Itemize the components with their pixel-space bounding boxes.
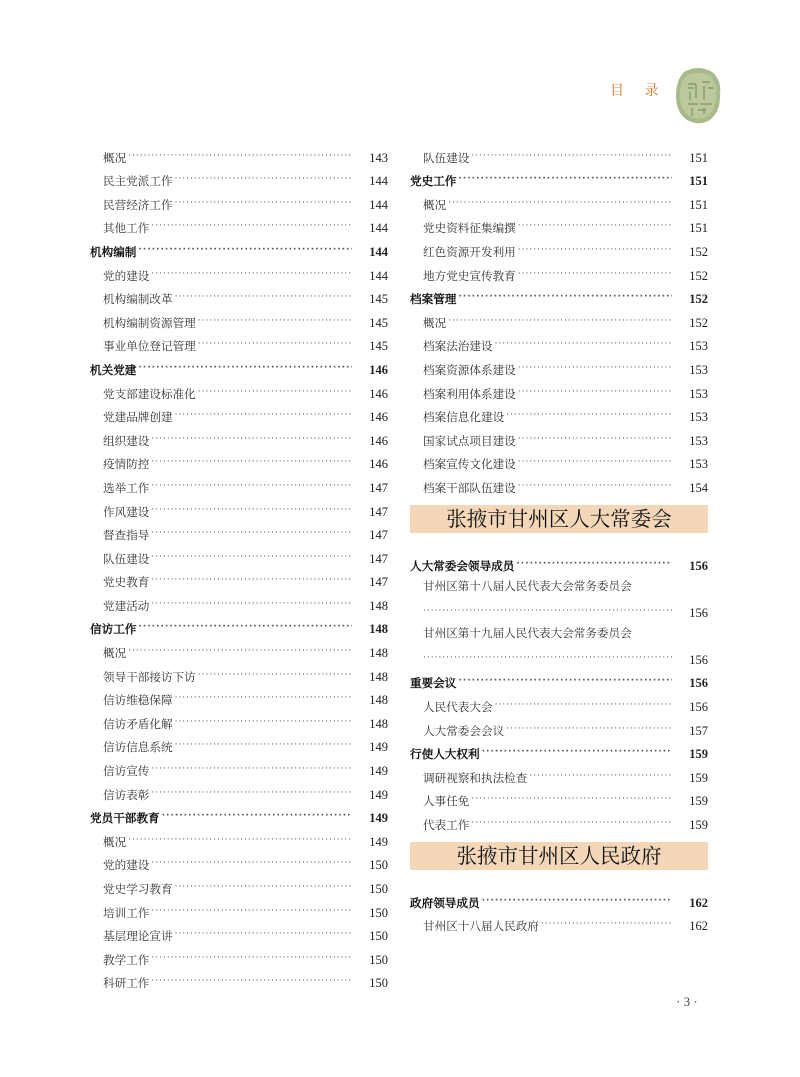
toc-entry-page: 156	[689, 605, 708, 620]
dot-leader	[529, 769, 672, 783]
dot-leader	[151, 951, 352, 965]
toc-entry-page: 153	[689, 457, 708, 472]
toc-entry[interactable]	[90, 707, 388, 731]
toc-entry[interactable]	[90, 424, 388, 448]
dot-leader	[151, 762, 352, 776]
toc-entry-title: 机构编制改革	[103, 292, 173, 307]
dot-leader	[506, 408, 672, 422]
toc-entry-title: 代表工作	[423, 818, 470, 833]
toc-entry-page: 159	[689, 818, 708, 833]
toc-entry-title: 档案资源体系建设	[423, 362, 516, 377]
toc-entry-page: 153	[689, 410, 708, 425]
dot-leader	[151, 503, 352, 517]
dot-leader	[151, 550, 352, 564]
toc-entry-title: 重要会议	[410, 676, 457, 691]
toc-entry-title: 人事任免	[423, 794, 470, 809]
toc-entry[interactable]	[90, 283, 388, 307]
toc-entry-page: 143	[369, 150, 388, 165]
toc-entry[interactable]	[410, 714, 708, 738]
toc-entry-title: 人大常委会领导成员	[410, 558, 515, 573]
dot-leader	[482, 894, 672, 908]
toc-entry-page: 148	[369, 646, 388, 661]
toc-entry[interactable]	[410, 259, 708, 283]
dot-leader	[175, 927, 352, 941]
toc-entry[interactable]	[90, 731, 388, 755]
toc-entry-page: 146	[369, 410, 388, 425]
toc-entry[interactable]	[410, 377, 708, 401]
toc-entry-page: 148	[369, 693, 388, 708]
toc-entry-title: 档案干部队伍建设	[423, 480, 516, 495]
toc-entry[interactable]	[410, 235, 708, 259]
dot-leader	[175, 738, 352, 752]
toc-entry-page: 150	[369, 858, 388, 873]
dot-leader	[128, 833, 352, 847]
toc-entry-title: 党的建设	[103, 858, 150, 873]
dot-leader	[151, 904, 352, 918]
toc-entry-page: 147	[369, 480, 388, 495]
dot-leader	[175, 290, 352, 304]
toc-entry-title: 概况	[423, 197, 447, 212]
toc-entry-page: 152	[689, 268, 708, 283]
toc-entry[interactable]	[90, 872, 388, 896]
toc-entry[interactable]	[90, 967, 388, 991]
toc-entry[interactable]	[90, 141, 388, 165]
toc-entry-page: 152	[689, 244, 708, 259]
dot-leader	[151, 219, 352, 233]
section-banner: 张掖市甘州区人民政府	[410, 842, 708, 870]
toc-entry-title: 培训工作	[103, 905, 150, 920]
toc-entry[interactable]	[410, 785, 708, 809]
toc-entry-page: 150	[369, 976, 388, 991]
dot-leader	[518, 385, 672, 399]
dot-leader	[518, 219, 672, 233]
toc-entry[interactable]	[90, 471, 388, 495]
dot-leader	[198, 668, 352, 682]
dot-leader	[151, 455, 352, 469]
toc-entry-page: 144	[369, 244, 388, 259]
toc-entry-title: 督查指导	[103, 528, 150, 543]
toc-entry[interactable]	[410, 330, 708, 354]
toc-entry-page: 146	[369, 457, 388, 472]
dot-leader	[151, 479, 352, 493]
toc-entry[interactable]	[90, 778, 388, 802]
toc-entry[interactable]	[410, 761, 708, 785]
toc-entry-page: 147	[369, 504, 388, 519]
toc-entry[interactable]	[90, 825, 388, 849]
dot-leader	[151, 432, 352, 446]
toc-entry[interactable]	[90, 636, 388, 660]
toc-entry[interactable]	[90, 660, 388, 684]
toc-entry-page: 148	[369, 716, 388, 731]
dot-leader	[175, 880, 352, 894]
toc-entry-page: 146	[369, 386, 388, 401]
dot-leader	[506, 722, 672, 736]
toc-entry-title: 机构编制资源管理	[103, 315, 196, 330]
toc-section-entry[interactable]	[410, 667, 708, 691]
toc-entry[interactable]	[90, 943, 388, 967]
toc-entry-page: 153	[689, 362, 708, 377]
toc-entry-title: 党员干部教育	[90, 811, 160, 826]
toc-entry-title: 民营经济工作	[103, 197, 173, 212]
toc-entry-page: 146	[369, 433, 388, 448]
toc-entry[interactable]	[90, 306, 388, 330]
toc-entry-page: 148	[369, 622, 388, 637]
toc-entry-title: 概况	[103, 646, 127, 661]
toc-entry-title: 甘州区第十九届人民代表大会常务委员会	[423, 625, 632, 640]
dot-leader	[151, 526, 352, 540]
toc-entry-title: 概况	[103, 150, 127, 165]
toc-entry[interactable]	[410, 643, 708, 667]
toc-entry-title: 行使人大权利	[410, 747, 480, 762]
toc-entry-page: 151	[689, 150, 708, 165]
toc-section-entry[interactable]	[410, 283, 708, 307]
toc-entry-page: 144	[369, 197, 388, 212]
dot-leader	[175, 196, 352, 210]
toc-entry-page: 150	[369, 952, 388, 967]
toc-entry-page: 151	[689, 221, 708, 236]
dot-leader	[151, 597, 352, 611]
toc-section-entry[interactable]	[410, 738, 708, 762]
page-number: · 3 ·	[676, 994, 698, 1009]
toc-entry-title: 档案宣传文化建设	[423, 457, 516, 472]
toc-entry-page: 153	[689, 386, 708, 401]
toc-entry-title: 机构编制	[90, 244, 137, 259]
toc-section-entry[interactable]	[90, 353, 388, 377]
toc-entry-title: 甘州区十八届人民政府	[423, 919, 539, 934]
dot-leader	[198, 337, 352, 351]
toc-entry-page: 148	[369, 598, 388, 613]
toc-entry-title: 档案管理	[410, 292, 457, 307]
dot-leader	[151, 573, 352, 587]
dot-leader	[518, 243, 672, 257]
toc-entry[interactable]	[90, 754, 388, 778]
toc-entry[interactable]	[90, 401, 388, 425]
toc-entry-title: 信访工作	[90, 622, 137, 637]
toc-entry-title: 队伍建设	[423, 150, 470, 165]
toc-entry[interactable]	[90, 519, 388, 543]
toc-section-entry[interactable]	[90, 802, 388, 826]
toc-entry-page: 153	[689, 433, 708, 448]
toc-entry-title: 选举工作	[103, 480, 150, 495]
toc-entry-page: 162	[689, 895, 708, 910]
toc-left-column	[90, 141, 388, 990]
toc-entry-title: 党支部建设标准化	[103, 386, 196, 401]
toc-entry[interactable]	[90, 165, 388, 189]
toc-entry[interactable]	[90, 495, 388, 519]
toc-entry[interactable]	[410, 424, 708, 448]
toc-entry[interactable]	[410, 690, 708, 714]
toc-entry-page: 149	[369, 811, 388, 826]
toc-entry-page: 150	[369, 882, 388, 896]
toc-entry-page: 151	[689, 174, 708, 189]
toc-title: 目 录	[610, 83, 667, 99]
dot-leader	[162, 809, 352, 823]
toc-entry[interactable]	[90, 684, 388, 708]
toc-entry-title: 党建品牌创建	[103, 410, 173, 425]
toc-entry-title: 信访表彰	[103, 787, 150, 802]
dot-leader	[518, 455, 672, 469]
dot-leader	[151, 974, 352, 988]
toc-entry-page: 144	[369, 221, 388, 236]
toc-entry-page: 147	[369, 551, 388, 566]
toc-entry-title: 民主党派工作	[103, 174, 173, 189]
toc-entry[interactable]	[90, 448, 388, 472]
toc-entry[interactable]	[90, 896, 388, 920]
dot-leader	[458, 674, 672, 688]
toc-entry-title: 信访维稳保障	[103, 693, 173, 708]
dot-leader	[518, 432, 672, 446]
toc-entry-title: 调研视察和执法检查	[423, 770, 528, 785]
dot-leader	[423, 651, 672, 665]
dot-leader	[151, 267, 352, 281]
toc-entry[interactable]	[90, 330, 388, 354]
toc-entry-title: 国家试点项目建设	[423, 433, 516, 448]
dot-leader	[198, 314, 352, 328]
toc-entry[interactable]	[90, 259, 388, 283]
toc-entry-title: 队伍建设	[103, 551, 150, 566]
toc-entry-page: 149	[369, 834, 388, 849]
toc-entry-title: 人大常委会会议	[423, 723, 505, 738]
toc-entry-title: 概况	[103, 834, 127, 849]
toc-entry[interactable]	[410, 188, 708, 212]
dot-leader	[482, 745, 672, 759]
toc-entry[interactable]	[410, 353, 708, 377]
toc-entry-title: 档案信息化建设	[423, 410, 505, 425]
dot-leader	[175, 408, 352, 422]
toc-entry-title: 教学工作	[103, 952, 150, 967]
toc-entry-title: 组织建设	[103, 433, 150, 448]
toc-entry-title: 基层理论宣讲	[103, 929, 173, 944]
toc-entry-title: 信访矛盾化解	[103, 716, 173, 731]
toc-entry-title: 甘州区第十八届人民代表大会常务委员会	[423, 578, 632, 593]
toc-entry-title: 人民代表大会	[423, 700, 493, 715]
toc-entry-title: 信访信息系统	[103, 740, 173, 755]
toc-entry-page: 162	[689, 919, 708, 934]
toc-entry[interactable]	[90, 920, 388, 944]
toc-right-column	[410, 141, 708, 933]
dot-leader	[516, 557, 672, 571]
toc-entry[interactable]	[90, 566, 388, 590]
dot-leader	[471, 149, 672, 163]
dot-leader	[458, 172, 672, 186]
toc-entry-page: 152	[689, 315, 708, 330]
toc-entry-title: 科研工作	[103, 976, 150, 991]
toc-entry-page: 156	[689, 652, 708, 667]
dot-leader	[138, 243, 352, 257]
toc-entry-page: 144	[369, 268, 388, 283]
toc-entry-title: 领导干部接访下访	[103, 669, 196, 684]
toc-entry-page: 156	[689, 700, 708, 715]
toc-entry-title: 党史工作	[410, 174, 457, 189]
toc-entry[interactable]	[410, 306, 708, 330]
toc-entry[interactable]	[90, 589, 388, 613]
dot-leader	[471, 792, 672, 806]
toc-entry-title: 其他工作	[103, 221, 150, 236]
toc-entry-page: 145	[369, 292, 388, 307]
dot-leader	[458, 290, 672, 304]
toc-entry[interactable]	[90, 542, 388, 566]
toc-entry-page: 145	[369, 315, 388, 330]
dot-leader	[198, 385, 352, 399]
toc-entry-title: 党史资料征集编撰	[423, 221, 516, 236]
section-banner: 张掖市甘州区人大常委会	[410, 505, 708, 533]
toc-entry-title: 概况	[423, 315, 447, 330]
dot-leader	[541, 917, 672, 931]
toc-entry-title: 信访宣传	[103, 764, 150, 779]
toc-entry-page: 153	[689, 339, 708, 354]
dot-leader	[448, 196, 672, 210]
dot-leader	[495, 698, 672, 712]
toc-entry-title: 机关党建	[90, 362, 137, 377]
toc-entry[interactable]	[410, 471, 708, 495]
toc-entry-page: 159	[689, 794, 708, 809]
toc-entry-page: 147	[369, 575, 388, 590]
toc-entry[interactable]	[90, 212, 388, 236]
toc-entry[interactable]	[410, 448, 708, 472]
toc-entry-page: 152	[689, 292, 708, 307]
toc-section-entry[interactable]	[410, 165, 708, 189]
toc-section-entry[interactable]	[410, 549, 708, 573]
dot-leader	[151, 786, 352, 800]
toc-entry-title: 档案法治建设	[423, 339, 493, 354]
toc-entry[interactable]	[410, 212, 708, 236]
toc-entry[interactable]	[410, 910, 708, 934]
toc-section-entry[interactable]	[90, 613, 388, 637]
dot-leader	[518, 361, 672, 375]
dot-leader	[448, 314, 672, 328]
toc-entry-page: 156	[689, 558, 708, 573]
toc-entry-page: 150	[369, 905, 388, 920]
dot-leader	[518, 479, 672, 493]
dot-leader	[175, 691, 352, 705]
toc-entry-page: 146	[369, 362, 388, 377]
toc-entry-page: 144	[369, 174, 388, 189]
toc-entry-page: 149	[369, 787, 388, 802]
dot-leader	[518, 267, 672, 281]
toc-entry-page: 145	[369, 339, 388, 354]
toc-entry[interactable]	[410, 401, 708, 425]
toc-entry-page: 159	[689, 770, 708, 785]
toc-entry-page: 150	[369, 929, 388, 944]
toc-section-entry[interactable]	[90, 235, 388, 259]
toc-entry[interactable]	[90, 849, 388, 873]
toc-entry[interactable]	[410, 596, 708, 620]
toc-entry-page: 159	[689, 747, 708, 762]
dot-leader	[138, 361, 352, 375]
dot-leader	[495, 337, 672, 351]
toc-entry-page: 149	[369, 764, 388, 779]
toc-entry-page: 157	[689, 723, 708, 738]
toc-entry-page: 147	[369, 528, 388, 543]
toc-entry-page: 151	[689, 197, 708, 212]
green-seal-stone-icon	[674, 66, 722, 124]
toc-entry-title: 党的建设	[103, 268, 150, 283]
toc-entry-title: 档案利用体系建设	[423, 386, 516, 401]
toc-entry[interactable]	[90, 377, 388, 401]
toc-entry-title: 事业单位登记管理	[103, 339, 196, 354]
toc-entry-page: 154	[689, 480, 708, 495]
dot-leader	[175, 172, 352, 186]
dot-leader	[151, 856, 352, 870]
dot-leader	[423, 604, 672, 618]
toc-entry-title: 作风建设	[103, 504, 150, 519]
toc-entry[interactable]	[410, 808, 708, 832]
toc-entry-title: 红色资源开发利用	[423, 244, 516, 259]
dot-leader	[175, 715, 352, 729]
toc-entry-page: 156	[689, 676, 708, 691]
dot-leader	[471, 816, 672, 830]
toc-entry-title: 党史学习教育	[103, 882, 173, 896]
dot-leader	[128, 149, 352, 163]
toc-entry-title: 地方党史宣传教育	[423, 268, 516, 283]
toc-entry-title: 党建活动	[103, 598, 150, 613]
toc-entry-page: 149	[369, 740, 388, 755]
toc-entry-page: 148	[369, 669, 388, 684]
dot-leader	[138, 620, 352, 634]
toc-entry-title: 党史教育	[103, 575, 150, 590]
toc-entry[interactable]	[90, 188, 388, 212]
toc-entry-title: 疫情防控	[103, 457, 150, 472]
toc-section-entry[interactable]	[410, 886, 708, 910]
toc-entry[interactable]	[410, 141, 708, 165]
dot-leader	[128, 644, 352, 658]
toc-entry-title: 政府领导成员	[410, 895, 480, 910]
